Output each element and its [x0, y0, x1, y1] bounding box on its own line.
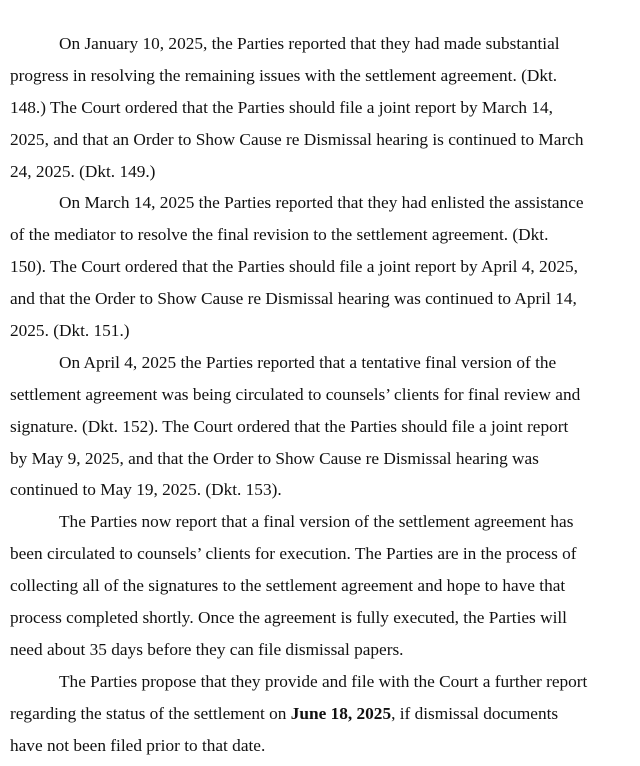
text-segment: , if dismissal documents	[391, 703, 559, 723]
paragraph-current-status	[10, 506, 632, 665]
text-line: continued to May 19, 2025. (Dkt. 153).	[10, 480, 282, 500]
text-line: collecting all of the signatures to the settlement agreement and hope to have that	[10, 576, 566, 596]
report-due-date: June 18, 2025	[290, 703, 392, 723]
text-line: On March 14, 2025 the Parties reported that they had enlisted the assistance	[59, 193, 584, 213]
text-line: and that the Order to Show Cause re Dismissal hearing was continued to April 14,	[10, 289, 577, 309]
paragraph-apr-4-report	[10, 347, 632, 506]
paragraph-mar-14-report	[10, 187, 632, 346]
text-line: 24, 2025. (Dkt. 149.)	[10, 161, 156, 181]
text-line: The Parties now report that a final version of the settlement agreement has	[59, 512, 574, 532]
text-line: The Parties propose that they provide and file with the Court a further report	[59, 671, 588, 691]
text-line: On January 10, 2025, the Parties reported that they had made substantial	[59, 34, 560, 53]
text-line: need about 35 days before they can file dismissal papers.	[10, 639, 404, 659]
text-line: settlement agreement was being circulated to counsels’ clients for final review and	[10, 384, 581, 404]
text-line: been circulated to counsels’ clients for execution. The Parties are in the process of	[10, 544, 577, 564]
text-line: signature. (Dkt. 152). The Court ordered that the Parties should file a joint report	[10, 416, 569, 436]
text-segment: regarding the status of the settlement on	[10, 703, 291, 723]
paragraph-proposal	[10, 666, 632, 762]
paragraph-jan-10-report	[10, 28, 632, 187]
text-line: by May 9, 2025, and that the Order to Show Cause re Dismissal hearing was	[10, 448, 539, 468]
text-line: 148.) The Court ordered that the Parties should file a joint report by March 14,	[10, 97, 553, 117]
text-line: progress in resolving the remaining issues with the settlement agreement. (Dkt.	[10, 65, 558, 85]
text-line: On April 4, 2025 the Parties reported that a tentative final version of the	[59, 352, 557, 372]
text-line: 150). The Court ordered that the Parties should file a joint report by April 4, 2025,	[10, 257, 578, 277]
text-line: 2025. (Dkt. 151.)	[10, 321, 130, 341]
text-line: process completed shortly. Once the agreement is fully executed, the Parties will	[10, 608, 567, 628]
text-line: have not been filed prior to that date.	[10, 735, 266, 755]
text-line: of the mediator to resolve the final revision to the settlement agreement. (Dkt.	[10, 225, 549, 245]
text-line-with-date	[10, 698, 632, 730]
text-line: 2025, and that an Order to Show Cause re Dismissal hearing is continued to March	[10, 129, 584, 149]
